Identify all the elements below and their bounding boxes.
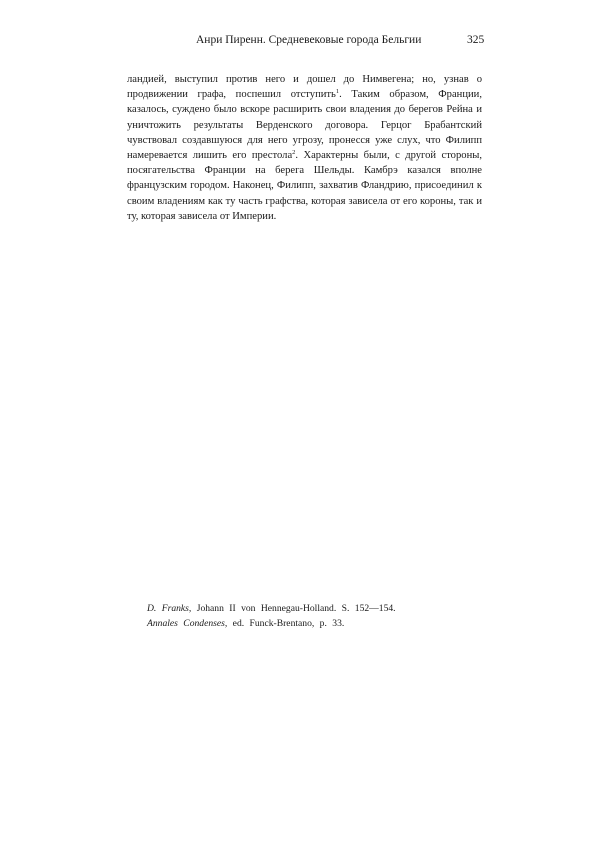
footnotes (147, 601, 396, 631)
footnote-source: Annales Condenses, (147, 618, 228, 629)
page-header (0, 34, 600, 50)
body-text-segment: . Таким образом, Франции, казалось, суждено было вскоре расширить свои владения до берегов Рейна и уничтожить результаты Верденского договора. Герцог Брабантский чувствовал создавшуюся для него угрозу, пронесся уже слух, что Филипп намеревается лишить его престола (127, 89, 482, 162)
footnote-2 (147, 616, 396, 631)
body-text-segment: ландией, выступил против него и дошел до Нимвегена; но, узнав о продвижении графа, поспешил отступить (127, 74, 482, 101)
running-title: Анри Пиренн. Средневековые города Бельгии (196, 34, 422, 46)
page-number: 325 (467, 34, 485, 46)
footnote-1 (147, 601, 396, 616)
footnote-author: D. Franks, (147, 603, 192, 614)
footnote-text: ed. Funck-Brentano, p. 33. (227, 618, 345, 629)
body-paragraph (127, 72, 482, 224)
footnote-ref-2: 2 (292, 149, 296, 157)
body-text-segment: . Характерны были, с другой стороны, посягательства Франции на берега Шельды. Камбрэ казался вполне французским городом. Наконец, Филипп, захватив Фландрию, присоединил к своим владениям как ту часть графства, которая зависела от его короны, так и ту, которая зависела от Империи. (127, 150, 483, 222)
footnote-ref-1: 1 (335, 88, 340, 96)
footnote-text: Johann II von Hennegau-Holland. S. 152—154. (191, 603, 396, 614)
